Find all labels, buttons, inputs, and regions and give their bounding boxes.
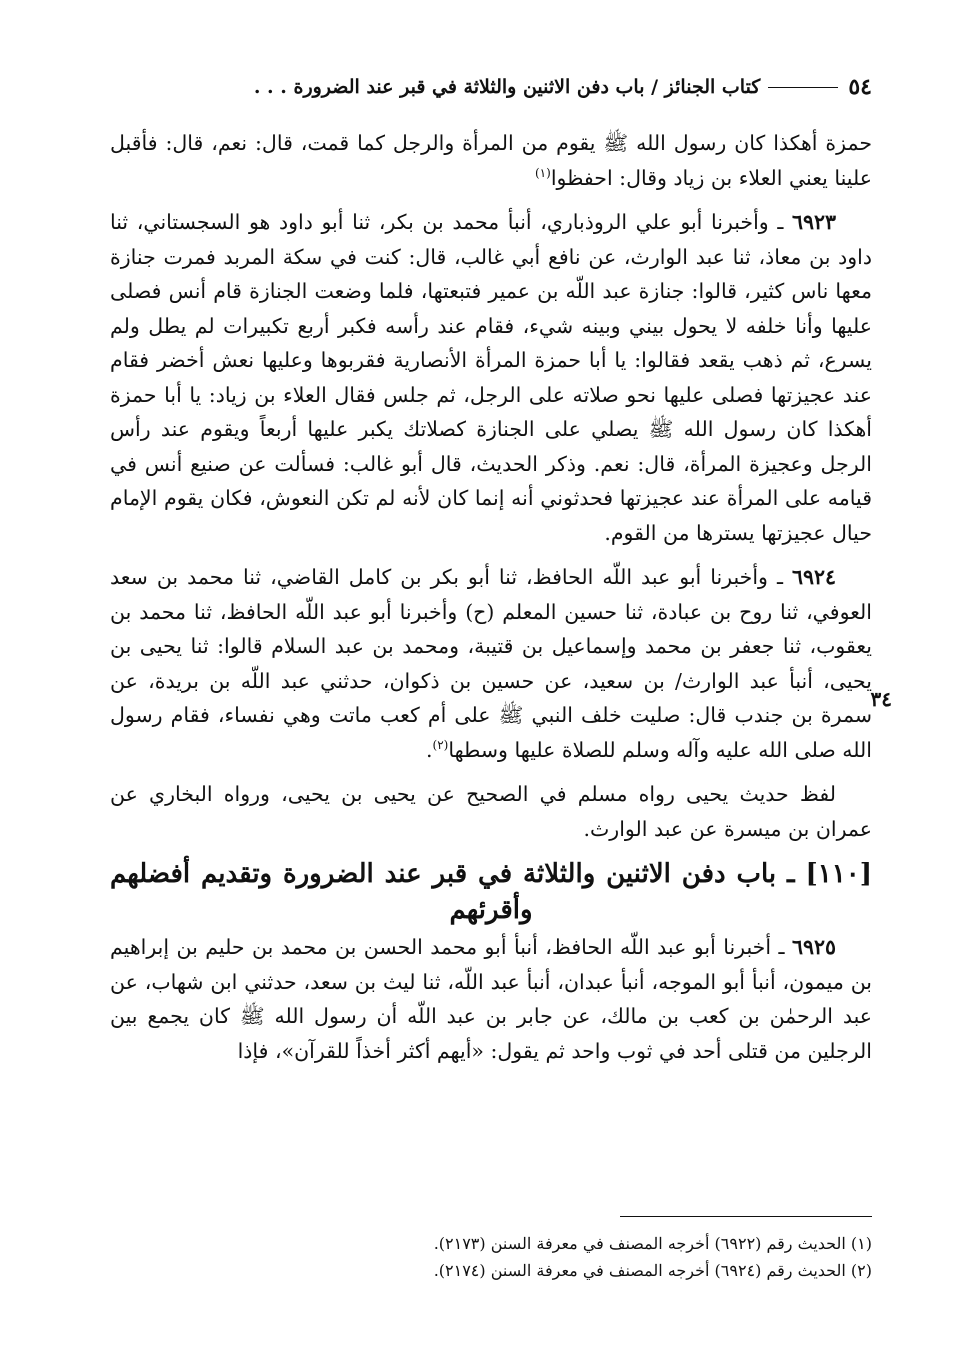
hadith-text: ـ وأخبرنا أبو عبد اللّه الحافظ، ثنا أبو بكر بن كامل القاضي، ثنا محمد بن سعد العوفي، ثنا روح بن عبادة، ثنا حسين المعلم (ح) وأخبرنا أبو عبد اللّه الحافظ، ثنا محمد بن يعقوب، ثنا جعفر بن محمد وإسماعيل بن قتيبة، ومحمد بن عبد السلام قالوا: ثنا يحيى بن يحيى، أنبأ عبد الوارث/ بن سعيد، عن حسين بن ذكوان، حدثني عبد اللّه بن بريدة، عن سمرة بن جندب قال: صليت خلف النبي ﷺ على أم كعب ماتت وهي نفساء، فقام رسول الله صلى الله عليه وآله وسلم للصلاة عليها وسطها (110, 565, 872, 762)
hadith-number: ٦٩٢٥ (791, 935, 836, 959)
footnote-separator (620, 1216, 872, 1217)
chapter-heading (110, 856, 872, 928)
footnote-marker: (٢) (432, 737, 449, 752)
header-rule (768, 87, 838, 88)
footnote-2: (٢) الحديث رقم (٦٩٢٤) أخرجه المصنف في معرفة السنن (٢١٧٤). (433, 1261, 872, 1280)
chapter-title-line-2: وأقرئهم (449, 895, 533, 925)
hadith-6924 (110, 560, 892, 767)
commentary-paragraph (110, 777, 872, 846)
chapter-title-line-1: [١١٠] ـ باب دفن الاثنين والثلاثة في قبر عند الضرورة وتقديم أفضلهم (110, 859, 872, 889)
hadith-number: ٦٩٢٤ (791, 565, 836, 589)
sentence-end: . (425, 737, 433, 762)
paragraph-text: حمزة أهكذا كان رسول الله ﷺ يقوم من المرأة والرجل كما قمت، قال: نعم، قال: فأقبل علينا يعني العلاء بن زياد وقال: احفظوا (110, 131, 872, 190)
hadith-number: ٦٩٢٣ (791, 210, 836, 234)
page-body (110, 70, 892, 1068)
hadith-text: ـ وأخبرنا أبو علي الروذباري، أنبأ محمد بن بكر، ثنا أبو داود هو السجستاني، ثنا داود بن معاذ، ثنا عبد الوارث، عن نافع أبي غالب، قال: كنت في سكة المربد فمرت جنازة معها ناس كثير، قالوا: جنازة عبد اللّه بن عمير فتبعتها، فلما وضعت الجنازة قام أنس فصلى عليها وأنا خلفه لا يحول بيني وبينه شيء، فقام عند رأسه فكبر أربع تكبيرات لم يطل ولم يسرع، ثم ذهب يقعد فقالوا: يا أبا حمزة المرأة الأنصارية فقربوها وعليها نعش أخضر فقام عند عجيزتها فصلى عليها نحو صلاته على الرجل، ثم جلس فقال العلاء بن زياد: يا أبا حمزة أهكذا كان رسول الله ﷺ يصلي على الجنازة كصلاتك يكبر عليها أربعاً ويقوم عند رأس الرجل وعجيزة المرأة، قال: نعم. وذكر الحديث، قال أبو غالب: فسألت عن صنيع أنس في قيامه على المرأة عند عجيزتها فحدثوني أنه إنما كان لأنه لم تكن النعوش، فكان يقوم الإمام حيال عجيزتها يسترها من القوم. (110, 210, 872, 545)
page-number: ٥٤ (848, 74, 872, 100)
commentary-text: لفظ حديث يحيى رواه مسلم في الصحيح عن يحيى بن يحيى، ورواه البخاري عن عمران بن ميسرة عن عبد الوارث. (110, 782, 872, 841)
footnotes (110, 1230, 872, 1284)
hadith-6923 (110, 205, 872, 550)
footnote-marker: (١) (534, 165, 551, 180)
hadith-text: ـ أخبرنا أبو عبد اللّه الحافظ، أنبأ أبو محمد الحسن بن محمد بن حليم بن إبراهيم بن ميمون، أنبأ أبو الموجه، أنبأ عبدان، أنبأ عبد اللّه، ثنا ليث بن سعد، حدثني ابن شهاب، عن عبد الرحمٰن بن كعب بن مالك، عن جابر بن عبد اللّه أن رسول الله ﷺ كان يجمع بين الرجلين من قتلى أحد في ثوب واحد ثم يقول: «أيهم أكثر أخذاً للقرآن»، فإذا (110, 935, 872, 1063)
hadith-6925 (110, 930, 872, 1068)
margin-page-reference: ٣٤ (870, 687, 892, 711)
paragraph-continuation (110, 126, 872, 195)
running-title: كتاب الجنائز / باب دفن الاثنين والثلاثة في قبر عند الضرورة . . . (253, 76, 761, 98)
running-head (110, 70, 872, 104)
footnote-1: (١) الحديث رقم (٦٩٢٢) أخرجه المصنف في معرفة السنن (٢١٧٣). (433, 1234, 872, 1253)
